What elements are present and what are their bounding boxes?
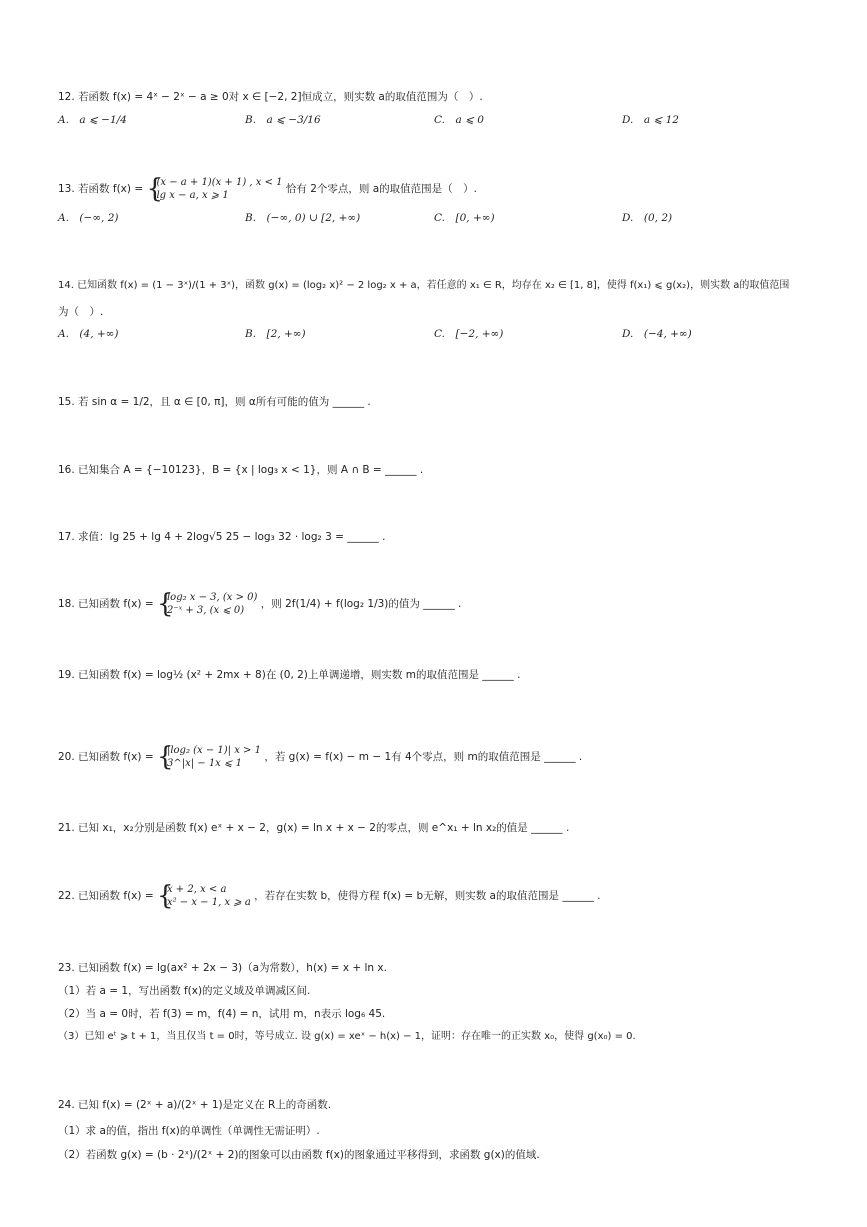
q23-part-2: （2）当 a = 0时，若 f(3) = m，f(4) = n，试用 m，n表示 log₆ 45. bbox=[58, 1008, 386, 1020]
q22-piecewise: { x + 2, x < a x² − x − 1, x ⩾ a bbox=[157, 883, 251, 909]
q13-option-c[interactable]: C. [0, +∞) bbox=[434, 212, 495, 224]
q14-option-c[interactable]: C. [−2, +∞) bbox=[434, 328, 504, 340]
q12-option-b[interactable]: B. a ⩽ −3/16 bbox=[245, 114, 321, 126]
q20-piecewise: { |log₂ (x − 1)| x > 1 3^|x| − 1x ⩽ 1 bbox=[157, 744, 261, 770]
q12-option-d[interactable]: D. a ⩽ 12 bbox=[622, 114, 679, 126]
q14-option-a[interactable]: A. (4, +∞) bbox=[58, 328, 119, 340]
q12-option-c[interactable]: C. a ⩽ 0 bbox=[434, 114, 484, 126]
q24-part-1: （1）求 a的值，指出 f(x)的单调性（单调性无需证明）. bbox=[58, 1125, 320, 1137]
q18-piecewise: { log₂ x − 3, (x > 0) 2⁻ˣ + 3, (x ⩽ 0) bbox=[157, 591, 257, 617]
q12-stem: 12. 若函数 f(x) = 4ˣ − 2ˣ − a ≥ 0对 x ∈ [−2, 2]恒成立，则实数 a的取值范围为（ ）. bbox=[58, 91, 483, 103]
q13-option-a[interactable]: A. (−∞, 2) bbox=[58, 212, 119, 224]
q18-stem: 18. 已知函数 f(x) = { log₂ x − 3, (x > 0) 2⁻ˣ + 3, (x ⩽ 0) ，则 2f(1/4) + f(log₂ 1/3)的值为 ______ . bbox=[58, 591, 827, 617]
q17-stem: 17. 求值：lg 25 + lg 4 + 2log√5 25 − log₃ 32 · log₂ 3 = ______ . bbox=[58, 531, 386, 543]
q24-stem: 24. 已知 f(x) = (2ˣ + a)/(2ˣ + 1)是定义在 R上的奇函数. bbox=[58, 1099, 332, 1111]
q21-stem: 21. 已知 x₁，x₂分别是函数 f(x) eˣ + x − 2，g(x) = ln x + x − 2的零点，则 e^x₁ + ln x₂的值是 ______ . bbox=[58, 822, 570, 834]
q13-piecewise: { (x − a + 1)(x + 1) , x < 1 lg x − a, x ⩾ 1 bbox=[146, 176, 282, 202]
q14-stem-cont: 为（ ）. bbox=[58, 306, 104, 318]
q12-option-a[interactable]: A. a ⩽ −1/4 bbox=[58, 114, 127, 126]
q22-stem: 22. 已知函数 f(x) = { x + 2, x < a x² − x − 1, x ⩾ a ，若存在实数 b，使得方程 f(x) = b无解，则实数 a的取值范围是 ______ . bbox=[58, 883, 827, 909]
q20-stem: 20. 已知函数 f(x) = { |log₂ (x − 1)| x > 1 3^|x| − 1x ⩽ 1 ，若 g(x) = f(x) − m − 1有 4个零点，则 m的取值范围是 ______ . bbox=[58, 744, 827, 770]
q19-stem: 19. 已知函数 f(x) = log½ (x² + 2mx + 8)在 (0, 2)上单调递增，则实数 m的取值范围是 ______ . bbox=[58, 669, 521, 681]
q13-option-b[interactable]: B. (−∞, 0) ∪ [2, +∞) bbox=[245, 212, 361, 224]
q16-stem: 16. 已知集合 A = {−10123}，B = {x | log₃ x < 1}，则 A ∩ B = ______ . bbox=[58, 464, 424, 476]
q13-option-d[interactable]: D. (0, 2) bbox=[622, 212, 673, 224]
q15-stem: 15. 若 sin α = 1/2，且 α ∈ [0, π]，则 α所有可能的值为 ______ . bbox=[58, 396, 371, 408]
q23-part-1: （1）若 a = 1，写出函数 f(x)的定义域及单调减区间. bbox=[58, 985, 311, 997]
q14-stem: 14. 已知函数 f(x) = (1 − 3ˣ)/(1 + 3ˣ)，函数 g(x) = (log₂ x)² − 2 log₂ x + a，若任意的 x₁ ∈ R，均存在 x₂ ∈ [1, 8]，使得 f(x₁) ⩽ g(x₂)，则实数 a的取值范围 bbox=[58, 280, 790, 291]
q14-option-b[interactable]: B. [2, +∞) bbox=[245, 328, 306, 340]
q14-option-d[interactable]: D. (−4, +∞) bbox=[622, 328, 692, 340]
q23-stem: 23. 已知函数 f(x) = lg(ax² + 2x − 3)（a为常数），h(x) = x + ln x. bbox=[58, 962, 387, 974]
q24-part-2: （2）若函数 g(x) = (b · 2ˣ)/(2ˣ + 2)的图象可以由函数 f(x)的图象通过平移得到，求函数 g(x)的值域. bbox=[58, 1149, 540, 1161]
q13-stem: 13. 若函数 f(x) = { (x − a + 1)(x + 1) , x < 1 lg x − a, x ⩾ 1 恰有 2个零点，则 a的取值范围是（ ）. bbox=[58, 176, 827, 202]
q23-part-3: （3）已知 eᵗ ⩾ t + 1，当且仅当 t = 0时，等号成立. 设 g(x) = xeˣ − h(x) − 1，证明：存在唯一的正实数 x₀，使得 g(x₀) = 0. bbox=[58, 1031, 636, 1042]
